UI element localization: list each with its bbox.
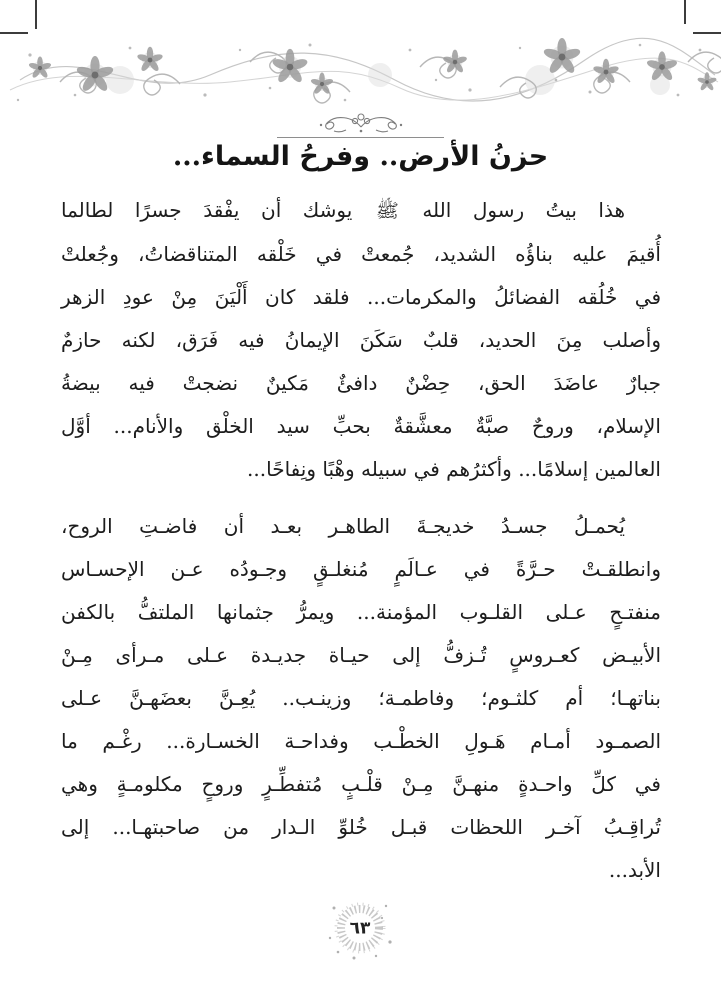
text-line: الإسلام، وروحٌ صبَّةٌ معشَّقةٌ بحبِّ سيد الخلْق والأنام... أوَّل (61, 414, 661, 438)
page-number: ٦٣ (349, 918, 371, 939)
text-line: وانطلقـتْ حـرَّةً في عـالَمٍ مُنغلـقٍ وجـودُه عـن الإحسـاس (61, 557, 661, 581)
text-line: جبارٌ عاضَدَ الحق، حِضْنٌ دافئٌ مَكينٌ نضجتْ فيه بيضةُ (61, 371, 661, 395)
section-ornament-icon (316, 110, 406, 136)
text-line: الأبيـض كعـروسٍ تُـزفُّ إلى حيـاة جديـدة عـلى مـرأى مِـنْ (61, 643, 661, 667)
body-text (61, 189, 661, 892)
text-line: منفتـحٍ عـلى القلـوب المؤمنة... ويمرُّ جثمانها الملتفُّ بالكفن (61, 600, 661, 624)
floral-header-decoration-icon (0, 20, 721, 112)
chapter-title: حزنُ الأرض.. وفرحُ السماء... (172, 141, 549, 172)
paragraph-2 (61, 505, 661, 892)
text-line: في خُلُقه الفضائلُ والمكرمات... فلقد كان أَلْيَنَ مِنْ عودِ الزهر (61, 285, 662, 309)
text-line: أُقيمَ عليه بناؤُه الشديد، جُمعتْ في خَلْقه المتناقضاتُ، وجُعلتْ (61, 242, 661, 266)
text-line (61, 189, 661, 233)
line-segment: هذا بيتُ رسول الله (422, 198, 626, 222)
ornament-rule (277, 106, 444, 138)
text-line: يُحمـلُ جسـدُ خديجـةَ الطاهـر بعـد أن فاضـتِ الروح، (61, 514, 625, 538)
text-line: تُراقِـبُ آخـر اللحظات قبـل خُلوِّ الـدار من صاحبتهـا... إلى (61, 815, 661, 839)
text-line: في كلِّ واحـدةٍ منهـنَّ مِـنْ قلْـبٍ مُتفطِّـرٍ وروحٍ مكلومـةٍ وهي (61, 772, 661, 796)
paragraph-1 (61, 189, 661, 491)
pbuh-calligraphy-mark: ﷺ (375, 200, 399, 222)
text-line: العالمين إسلامًا... وأكثرُهم في سبيله وهْبًا ونِفاحًا... (247, 457, 661, 481)
text-line: الصمـود أمـام هَـولِ الخطْـب وفداحـة الخسـارة... رغْـم ما (61, 729, 661, 753)
text-line: بناتهـا؛ أم كلثـوم؛ وفاطمـة؛ وزينـب.. يُعِـنَّ بعضَهـنَّ عـلى (61, 686, 661, 710)
text-line: وأصلب مِنَ الحديد، قلبٌ سَكَنَ الإيمانُ فيه فَرَق، لكنه حازمٌ (61, 328, 661, 352)
text-line: الأبد... (608, 858, 661, 882)
line-segment: يوشك أن يفْقدَ جسرًا لطالما (61, 198, 353, 222)
page-number-ornament (324, 894, 396, 966)
